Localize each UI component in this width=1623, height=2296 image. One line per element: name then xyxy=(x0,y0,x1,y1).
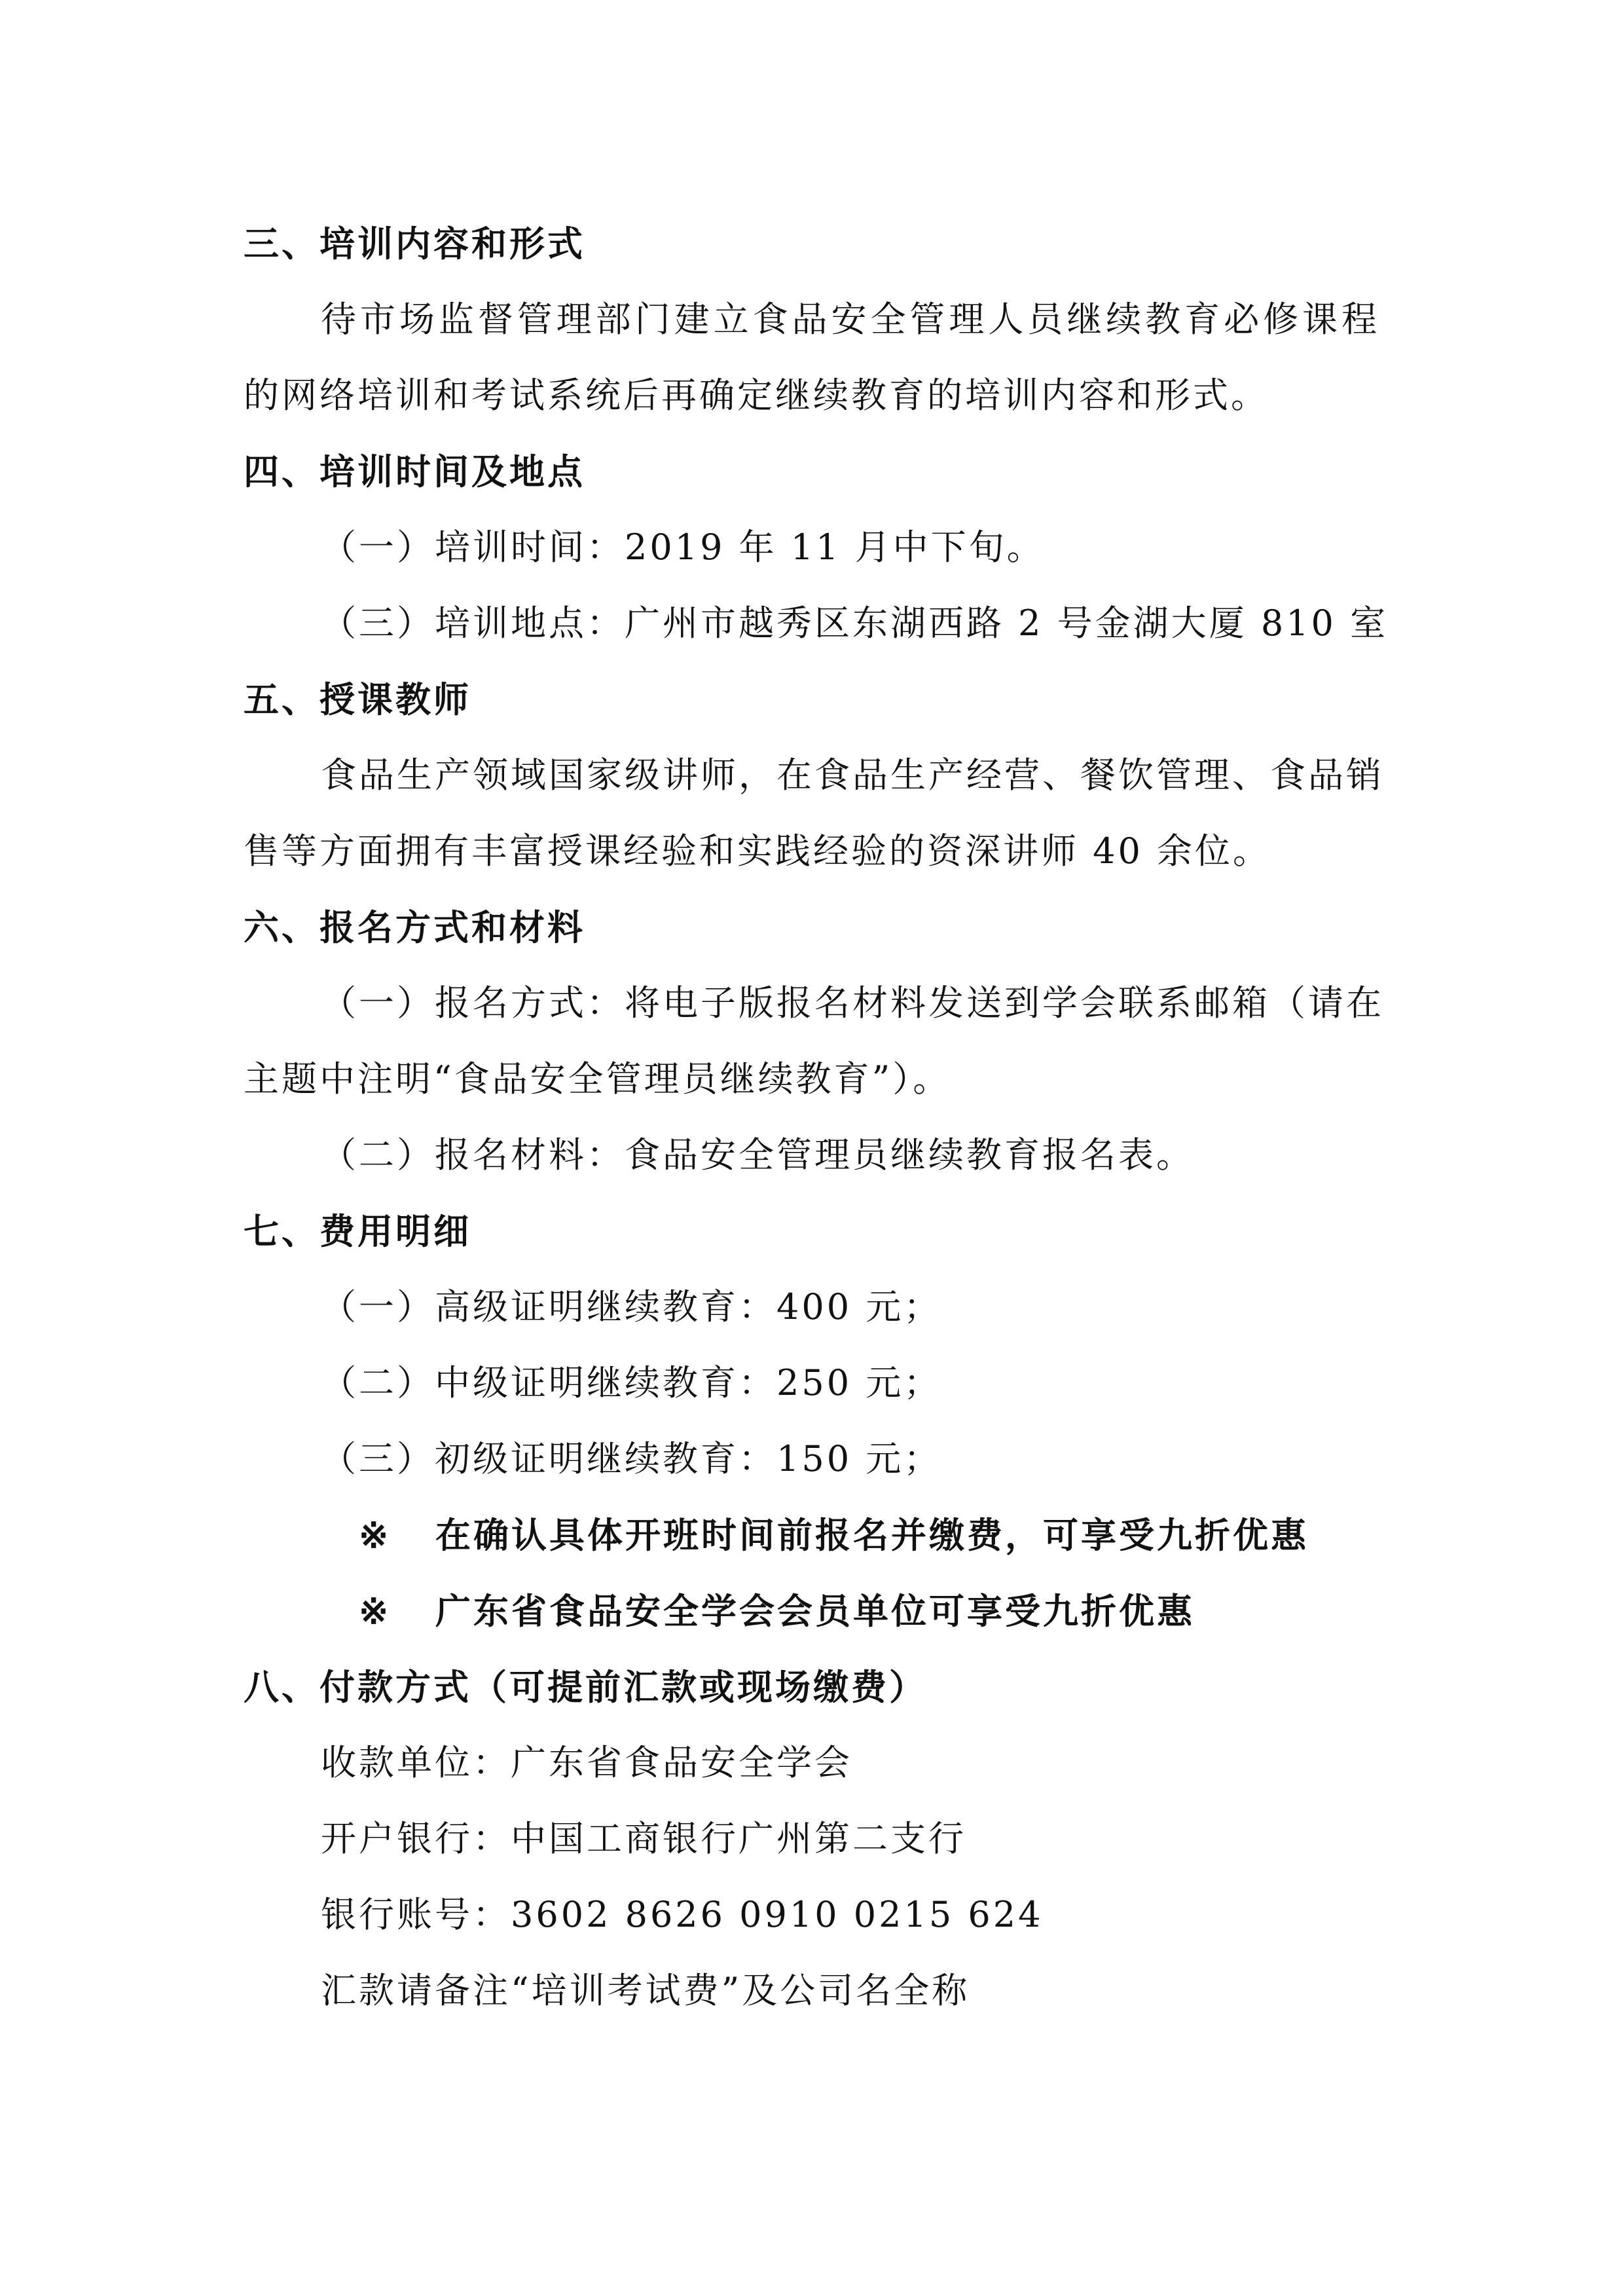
section-7-heading: 七、费用明细 xyxy=(244,1210,471,1252)
section-8-heading: 八、付款方式（可提前汇款或现场缴费） xyxy=(244,1666,927,1708)
payment-account: 银行账号：3602 8626 0910 0215 624 xyxy=(321,1894,1044,1935)
section-4-heading: 四、培训时间及地点 xyxy=(244,451,585,492)
note-2-mark: ※ xyxy=(359,1590,389,1632)
section-7-item-2: （二）中级证明继续教育：250 元； xyxy=(321,1362,942,1403)
section-5-heading: 五、授课教师 xyxy=(244,678,471,720)
section-7-item-1: （一）高级证明继续教育：400 元； xyxy=(321,1286,942,1327)
section-4-item-2: （三）培训地点：广州市越秀区东湖西路 2 号金湖大厦 810 室 xyxy=(321,602,1389,644)
note-1-text: 在确认具体开班时间前报名并缴费，可享受九折优惠 xyxy=(435,1514,1309,1556)
note-2-text: 广东省食品安全学会会员单位可享受九折优惠 xyxy=(435,1590,1195,1632)
payment-remark: 汇款请备注“培训考试费”及公司名全称 xyxy=(321,1970,970,2011)
section-3-paragraph-line-1: 待市场监督管理部门建立食品安全管理人员继续教育必修课程 xyxy=(321,299,1379,340)
section-5-paragraph-line-2: 售等方面拥有丰富授课经验和实践经验的资深讲师 40 余位。 xyxy=(244,830,1271,872)
section-6-heading: 六、报名方式和材料 xyxy=(244,906,585,948)
payment-bank: 开户银行：中国工商银行广州第二支行 xyxy=(321,1818,966,1859)
section-6-item-1-line-2: 主题中注明“食品安全管理员继续教育”）。 xyxy=(244,1058,951,1100)
section-6-item-2: （二）报名材料：食品安全管理员继续教育报名表。 xyxy=(321,1134,1194,1176)
section-3-heading: 三、培训内容和形式 xyxy=(244,223,585,265)
section-5-paragraph-line-1: 食品生产领域国家级讲师，在食品生产经营、餐饮管理、食品销 xyxy=(321,754,1384,796)
section-4-item-1: （一）培训时间：2019 年 11 月中下旬。 xyxy=(321,527,1045,568)
payment-payee: 收款单位：广东省食品安全学会 xyxy=(321,1742,852,1783)
section-6-item-1-line-1: （一）报名方式：将电子版报名材料发送到学会联系邮箱（请在 xyxy=(321,982,1384,1024)
section-3-paragraph-line-2: 的网络培训和考试系统后再确定继续教育的培训内容和形式。 xyxy=(244,375,1269,416)
section-7-item-3: （三）初级证明继续教育：150 元； xyxy=(321,1438,942,1479)
note-1-mark: ※ xyxy=(359,1514,389,1556)
